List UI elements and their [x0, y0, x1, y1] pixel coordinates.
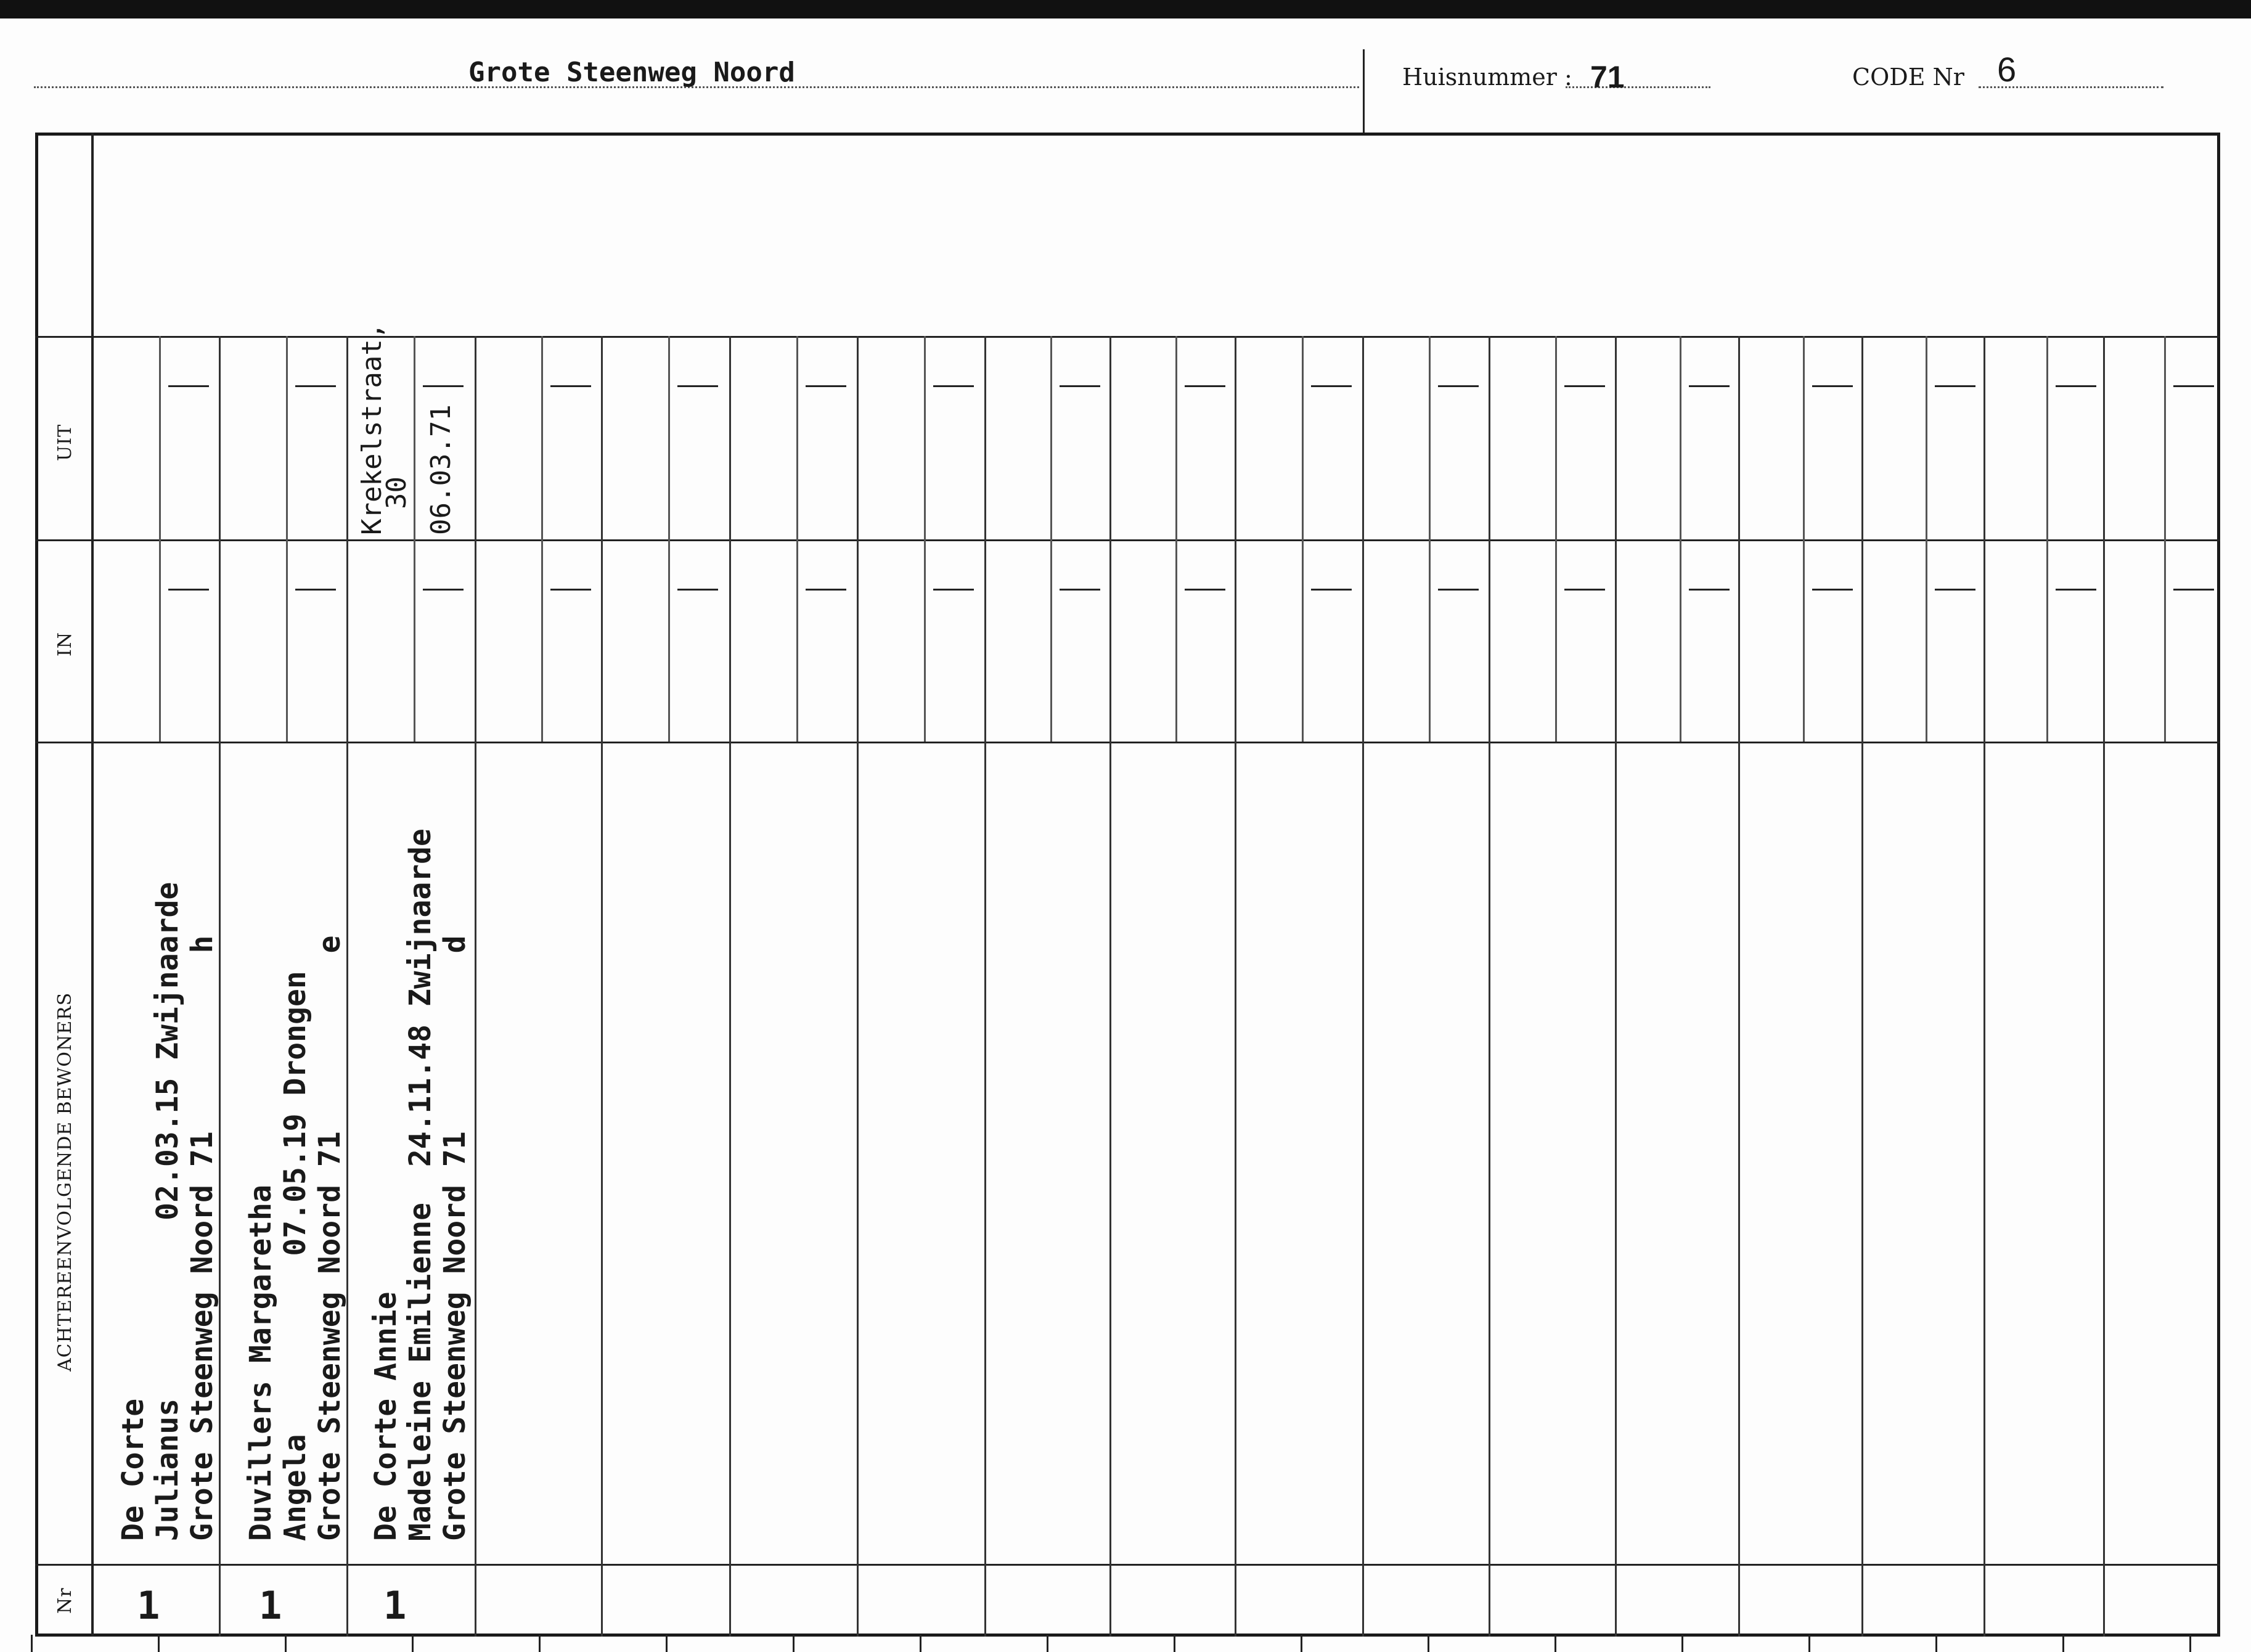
- blank-dash: [2173, 385, 2214, 387]
- blank-dash: [295, 589, 336, 591]
- tick-mark: [793, 1635, 795, 1652]
- sub-column-separator: [796, 336, 798, 742]
- resident-2-nr: 1: [259, 1583, 282, 1628]
- row-label-nr: Nr: [54, 1587, 76, 1614]
- blank-dash: [1311, 589, 1352, 591]
- blank-dash: [2056, 385, 2096, 387]
- column-separator: [857, 336, 859, 1637]
- column-separator: [2103, 336, 2105, 1637]
- street-name: Grote Steenweg Noord: [468, 57, 795, 88]
- row-label-uit: UIT: [54, 423, 76, 461]
- huisnummer-line: [1566, 86, 1710, 88]
- uit-date: 06.03.71: [425, 404, 457, 535]
- blank-dash: [806, 385, 846, 387]
- resident-1-surname: De Corte: [116, 1398, 150, 1541]
- column-separator: [1489, 336, 1490, 1637]
- sub-column-separator: [414, 336, 415, 742]
- header-divider: [1363, 49, 1365, 133]
- blank-dash: [1438, 589, 1479, 591]
- resident-2-given-birth: Angela 07.05.19 Drongen: [278, 971, 313, 1541]
- resident-1-given-birth: Julianus 02.03.15 Zwijnaarde: [150, 881, 185, 1541]
- resident-1-nr: 1: [137, 1583, 160, 1628]
- row-divider-top: [92, 336, 2220, 338]
- tick-mark: [2189, 1635, 2191, 1652]
- sub-column-separator: [1429, 336, 1431, 742]
- tick-mark: [539, 1635, 541, 1652]
- blank-dash: [933, 589, 974, 591]
- resident-1: [116, 882, 219, 1541]
- resident-3-nr: 1: [383, 1583, 407, 1628]
- resident-3-surname: De Corte Annie: [369, 1291, 403, 1541]
- blank-dash: [2173, 589, 2214, 591]
- tick-mark: [1935, 1635, 1937, 1652]
- tick-mark: [1808, 1635, 1810, 1652]
- blank-dash: [550, 589, 591, 591]
- label-divider-in-bewoners: [35, 742, 92, 743]
- row-divider-bewoners-nr: [92, 1564, 2220, 1566]
- sub-column-separator: [541, 336, 543, 742]
- resident-2-address: Grote Steenweg Noord 71 e: [313, 935, 347, 1541]
- blank-dash: [1564, 589, 1605, 591]
- column-separator: [729, 336, 731, 1637]
- code-value: 6: [1997, 50, 2017, 89]
- sub-column-separator: [1175, 336, 1177, 742]
- blank-dash: [1060, 385, 1100, 387]
- blank-dash: [168, 385, 209, 387]
- column-separator: [1983, 336, 1985, 1637]
- blank-dash: [1564, 385, 1605, 387]
- sub-column-separator: [1050, 336, 1052, 742]
- tick-mark: [1681, 1635, 1683, 1652]
- resident-3-address: Grote Steenweg Noord 71 d: [438, 935, 472, 1541]
- column-separator: [1738, 336, 1740, 1637]
- sub-column-separator: [286, 336, 288, 742]
- sub-column-separator: [668, 336, 670, 742]
- label-column-divider: [91, 133, 94, 1637]
- blank-dash: [1812, 385, 1853, 387]
- tick-mark: [285, 1635, 287, 1652]
- bottom-tick-strip: [31, 1635, 2220, 1652]
- blank-dash: [168, 589, 209, 591]
- resident-2: [243, 935, 347, 1541]
- blank-dash: [1812, 589, 1853, 591]
- blank-dash: [1935, 589, 1975, 591]
- top-edge-bar: [0, 0, 2251, 18]
- column-separator: [1362, 336, 1364, 1637]
- tick-mark: [920, 1635, 921, 1652]
- resident-2-surname: Duvillers Margaretha: [243, 1185, 278, 1541]
- sub-column-separator: [924, 336, 926, 742]
- label-divider-uit-in: [35, 539, 92, 541]
- blank-dash: [1689, 589, 1730, 591]
- tick-mark: [1301, 1635, 1302, 1652]
- blank-dash: [423, 385, 464, 387]
- code-label: CODE Nr: [1852, 63, 1964, 91]
- resident-3-given-birth: Madeleine Emilienne 24.11.48 Zwijnaarde: [403, 828, 438, 1541]
- tick-mark: [1428, 1635, 1429, 1652]
- label-divider-bewoners-nr: [35, 1564, 92, 1566]
- row-label-bewoners: ACHTEREENVOLGENDE BEWONERS: [54, 992, 76, 1372]
- blank-dash: [677, 589, 718, 591]
- uit-address-line2: 30: [381, 476, 412, 509]
- tick-mark: [1554, 1635, 1556, 1652]
- sub-column-separator: [2164, 336, 2166, 742]
- huisnummer-label: Huisnummer :: [1402, 63, 1572, 91]
- huisnummer-value: 71: [1590, 60, 1625, 94]
- row-divider-in-bewoners: [92, 742, 2220, 743]
- resident-3: [369, 828, 472, 1541]
- sub-column-separator: [1803, 336, 1805, 742]
- blank-dash: [1689, 385, 1730, 387]
- sub-column-separator: [1680, 336, 1681, 742]
- blank-dash: [1060, 589, 1100, 591]
- sub-column-separator: [159, 336, 161, 742]
- tick-mark: [2062, 1635, 2064, 1652]
- blank-dash: [2056, 589, 2096, 591]
- tick-mark: [158, 1635, 160, 1652]
- tick-mark: [1047, 1635, 1048, 1652]
- blank-dash: [550, 385, 591, 387]
- column-separator: [1109, 336, 1111, 1637]
- row-divider-uit-in: [92, 539, 2220, 541]
- blank-dash: [1311, 385, 1352, 387]
- sub-column-separator: [2046, 336, 2048, 742]
- blank-dash: [1185, 589, 1225, 591]
- blank-dash: [295, 385, 336, 387]
- sub-column-separator: [1302, 336, 1304, 742]
- label-divider-top: [35, 336, 92, 338]
- blank-dash: [1935, 385, 1975, 387]
- resident-1-address: Grote Steenweg Noord 71 h: [185, 935, 219, 1541]
- tick-mark: [666, 1635, 668, 1652]
- column-separator: [475, 336, 476, 1637]
- blank-dash: [933, 385, 974, 387]
- column-separator: [1235, 336, 1236, 1637]
- sub-column-separator: [1926, 336, 1927, 742]
- column-separator: [1861, 336, 1863, 1637]
- column-separator: [984, 336, 986, 1637]
- tick-mark: [1174, 1635, 1175, 1652]
- uit-address: [356, 322, 412, 535]
- uit-address-line1: Krekelstraat,: [356, 322, 388, 535]
- blank-dash: [1185, 385, 1225, 387]
- tick-mark: [412, 1635, 414, 1652]
- blank-dash: [423, 589, 464, 591]
- blank-dash: [1438, 385, 1479, 387]
- column-separator: [1615, 336, 1617, 1637]
- row-label-in: IN: [54, 631, 76, 656]
- blank-dash: [677, 385, 718, 387]
- column-separator: [601, 336, 603, 1637]
- sub-column-separator: [1555, 336, 1557, 742]
- tick-mark: [31, 1635, 33, 1652]
- blank-dash: [806, 589, 846, 591]
